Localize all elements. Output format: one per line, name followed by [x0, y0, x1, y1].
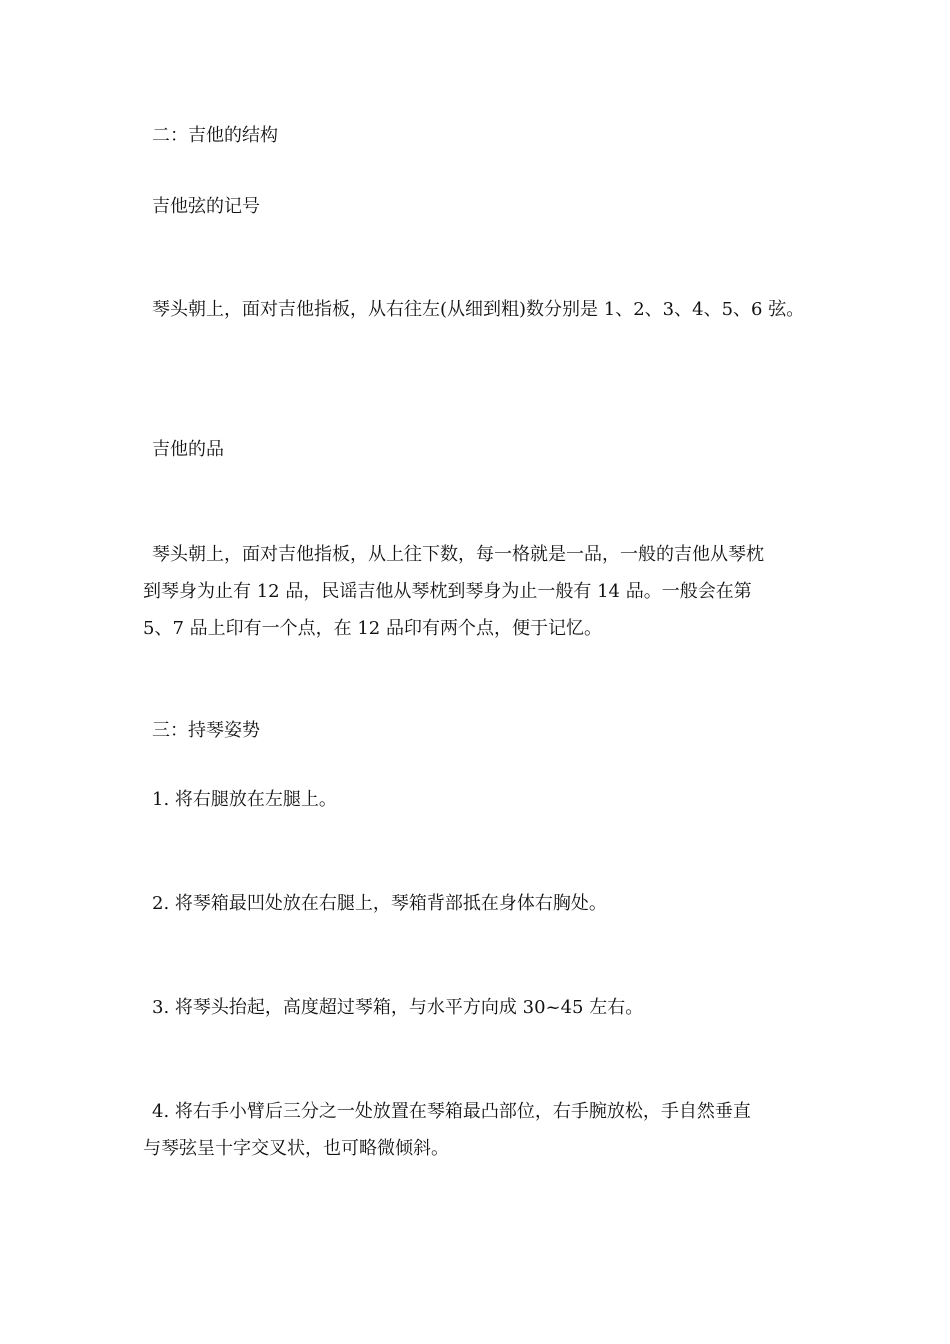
posture-step-2: 2. 将琴箱最凹处放在右腿上，琴箱背部抵在身体右胸处。 [152, 893, 607, 914]
paragraph-frets-line-2: 到琴身为止有 12 品，民谣吉他从琴枕到琴身为止一般有 14 品。一般会在第 [143, 581, 752, 602]
paragraph-frets-line-1: 琴头朝上，面对吉他指板，从上往下数，每一格就是一品，一般的吉他从琴枕 [152, 544, 764, 565]
posture-step-4-line-2: 与琴弦呈十字交叉状，也可略微倾斜。 [143, 1138, 449, 1159]
subheading-string-marks: 吉他弦的记号 [152, 196, 260, 217]
posture-step-4-line-1: 4. 将右手小臂后三分之一处放置在琴箱最凸部位，右手腕放松，手自然垂直 [152, 1101, 751, 1122]
posture-step-1: 1. 将右腿放在左腿上。 [152, 789, 337, 810]
paragraph-frets-line-3: 5、7 品上印有一个点，在 12 品印有两个点，便于记忆。 [143, 618, 602, 639]
posture-step-3: 3. 将琴头抬起，高度超过琴箱，与水平方向成 30~45 左右。 [152, 997, 644, 1018]
paragraph-string-numbering: 琴头朝上，面对吉他指板，从右往左(从细到粗)数分别是 1、2、3、4、5、6 弦。 [152, 299, 805, 320]
subheading-frets: 吉他的品 [152, 439, 224, 460]
heading-holding-posture: 三：持琴姿势 [152, 720, 260, 741]
heading-guitar-structure: 二：吉他的结构 [152, 125, 278, 146]
